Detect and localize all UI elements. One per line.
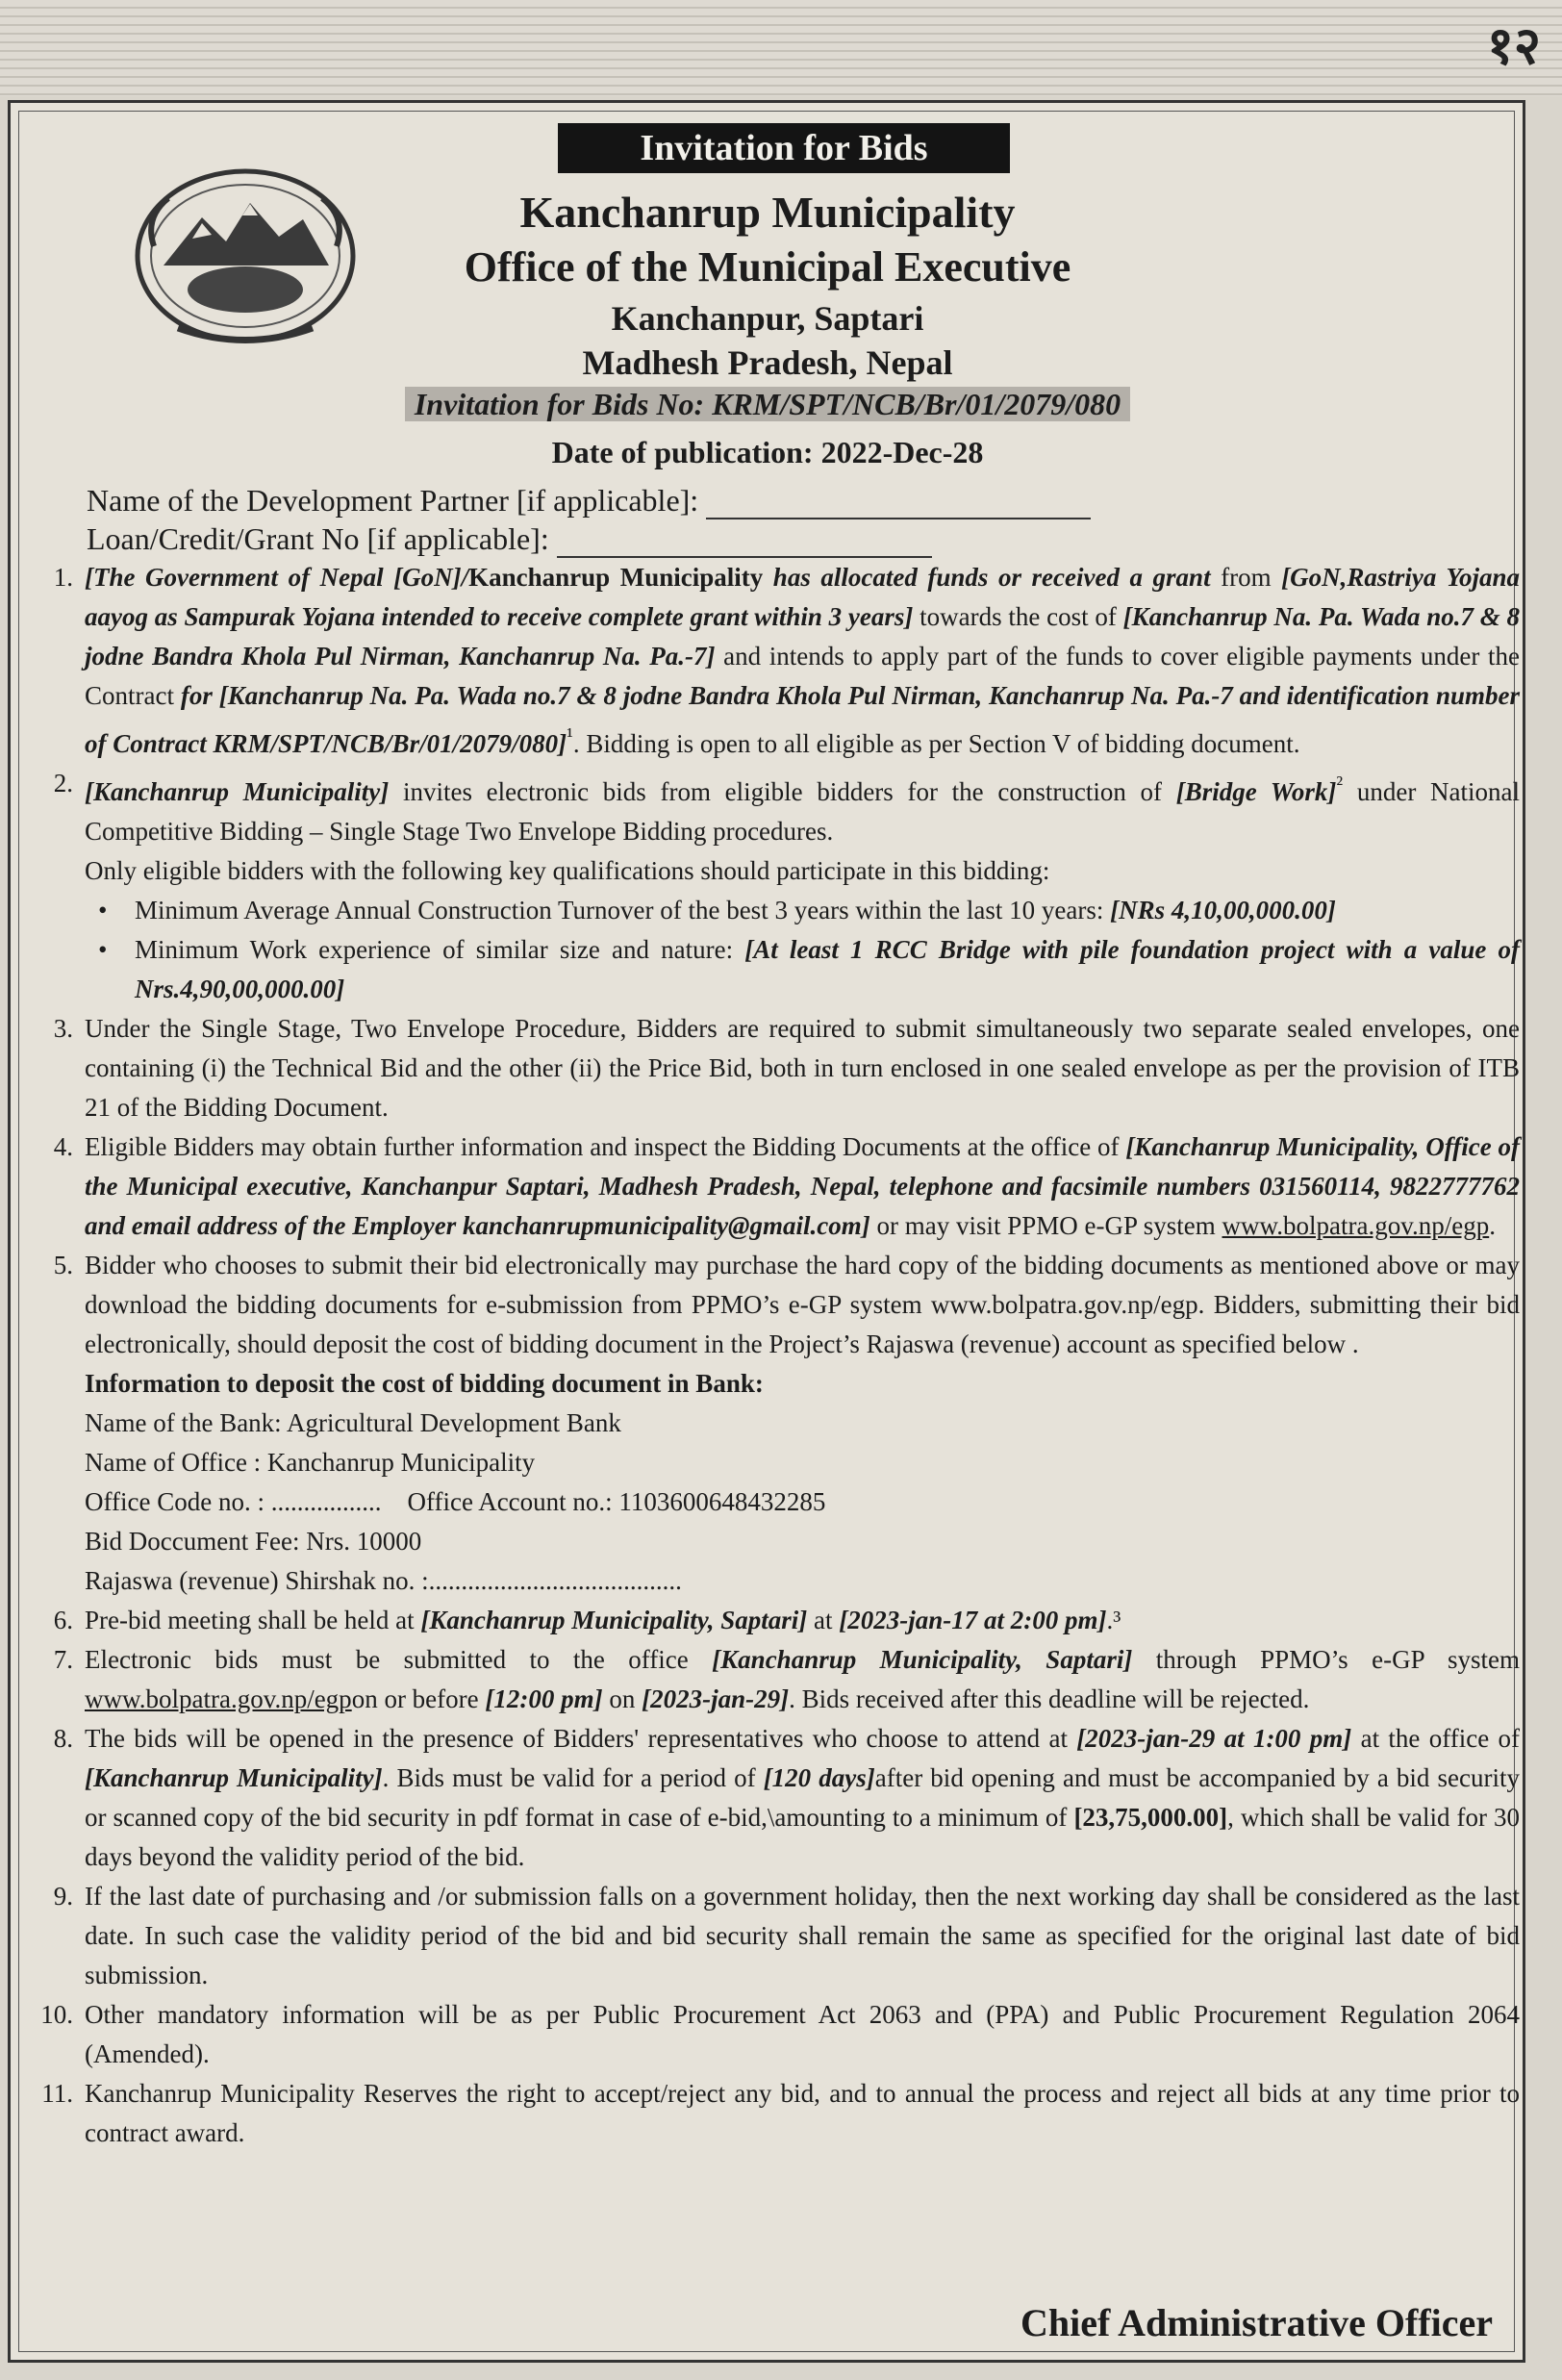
item-1: 1. [The Government of Nepal [GoN]/Kanchanrup Municipality has allocated funds or received a grant from [GoN,Rastriya Yojana aayog as Sampurak Yojana intended to receive complete grant within 3 years] towards the cost of [Kanchanrup Na. Pa. Wada no.7 & 8 jodne Bandra Khola Pul Nirman, Kanchanrup Na. Pa.-7] and intends to apply part of the funds to cover eligible payments under the Contract for [Kanchanrup Na. Pa. Wada no.7 & 8 jodne Bandra Khola Pul Nirman, Kanchanrup Na. Pa.-7 and identification number of Contract KRM/SPT/NCB/Br/01/2079/080]$^{^1}$. Bidding is open to all eligible as per Section V of bidding document. <box>53 563 1520 758</box>
bank-deposit-info <box>19 1364 1529 1601</box>
office-code-row: Office Code no. : ................. Office Account no.: 1103600648432285 <box>85 1487 826 1516</box>
loan-grant-field: Loan/Credit/Grant No [if applicable]: <box>87 519 932 558</box>
location-line-1: Kanchanpur, Saptari <box>611 299 924 338</box>
notice-items <box>19 558 1529 2153</box>
bank-info-heading: Information to deposit the cost of bidding document in Bank: <box>85 1369 764 1398</box>
organization-name: Kanchanrup Municipality <box>519 188 1016 237</box>
signatory: Chief Administrative Officer <box>1020 2301 1493 2344</box>
notice-title-banner: Invitation for Bids <box>558 123 1010 173</box>
bid-fee: Bid Doccument Fee: Nrs. 10000 <box>85 1527 422 1556</box>
egp-link[interactable]: www.bolpatra.gov.np/egp <box>1222 1211 1490 1240</box>
office-name: Office of the Municipal Executive <box>464 243 1071 291</box>
item-3: 3. Under the Single Stage, Two Envelope Procedure, Bidders are required to submit simultaneously two separate sealed envelopes, one containing (i) the Technical Bid and the other (ii) the Price Bid, both in turn enclosed in one sealed envelope as per the provision of ITB 21 of the Bidding Document. <box>53 1014 1520 1122</box>
notice-inner-frame <box>18 111 1521 2352</box>
office-name-line: Name of Office : Kanchanrup Municipality <box>85 1448 536 1477</box>
page-number: १२ <box>1486 15 1541 76</box>
item-2: 2. [Kanchanrup Municipality] invites electronic bids from eligible bidders for the construction of [Bridge Work]$^{^2}$ under National Competitive Bidding – Single Stage Two Envelope Bidding procedures. Only eligible bidders with the following key qualifications should participate in this bidding: • Minimum Average Annual Construction Turnover of the best 3 years within the last 10 years: [NRs 4,10,00,000.00] • Minimum Work experience of similar size and nature: [At least 1 RCC Bridge with pile foundation project with a value of Nrs.4,90,00,000.00] <box>19 764 1529 1009</box>
development-partner-field: Name of the Development Partner [if applicable]: <box>87 481 1091 519</box>
bid-notice <box>8 100 1525 2363</box>
item-10: 10. Other mandatory information will be as per Public Procurement Act 2063 and (PPA) and Public Procurement Regulation 2064 (Amended). <box>40 2000 1520 2068</box>
qualification-bullet-2: • Minimum Work experience of similar size and nature: [At least 1 RCC Bridge with pile foundation project with a value of Nrs.4,90,00,000.00] <box>98 935 1520 1003</box>
ifb-number: Invitation for Bids No: KRM/SPT/NCB/Br/01/2079/080 <box>19 387 1516 422</box>
rajaswa-shirshak: Rajaswa (revenue) Shirshak no. :....................................... <box>85 1566 682 1595</box>
item-11: 11. Kanchanrup Municipality Reserves the right to accept/reject any bid, and to annual the process and reject all bids at any time prior to contract award. <box>41 2079 1520 2147</box>
egp-link-2[interactable]: www.bolpatra.gov.np/egp <box>85 1684 352 1713</box>
item-9: 9. If the last date of purchasing and /or submission falls on a government holiday, then the next working day shall be considered as the last date. In such case the validity period of the bid and bid security shall remain the same as specified for the original last date of bid submission. <box>53 1882 1520 1989</box>
qualification-bullet-1: • Minimum Average Annual Construction Turnover of the best 3 years within the last 10 years: [NRs 4,10,00,000.00] <box>98 896 1336 924</box>
location-line-2: Madhesh Pradesh, Nepal <box>582 343 953 382</box>
newspaper-header-strip <box>0 0 1562 96</box>
item-8: 8. The bids will be opened in the presence of Bidders' representatives who choose to attend at [2023-jan-29 at 1:00 pm] at the office of [Kanchanrup Municipality]. Bids must be valid for a period of [120 days]after bid opening and must be accompanied by a bid security or scanned copy of the bid security in pdf format in case of e-bid,\amounting to a minimum of [23,75,000.00], which shall be valid for 30 days beyond the validity period of the bid. <box>53 1724 1520 1871</box>
item-5: 5. Bidder who chooses to submit their bid electronically may purchase the hard copy of the bidding documents as mentioned above or may download the bidding documents for e-submission from PPMO’s e-GP system www.bolpatra.gov.np/egp. Bidders, submitting their bid electronically, should deposit the cost of bidding document in the Project’s Rajaswa (revenue) account as specified below . <box>53 1251 1520 1358</box>
item-7: 7. Electronic bids must be submitted to the office [Kanchanrup Municipality, Saptari] through PPMO’s e-GP system www.bolpatra.gov.np/egpon or before [12:00 pm] on [2023-jan-29]. Bids received after this deadline will be rejected. <box>53 1645 1520 1713</box>
item-6: 6. Pre-bid meeting shall be held at [Kanchanrup Municipality, Saptari] at [2023-jan-17 at 2:00 pm].³ <box>53 1606 1121 1634</box>
qualification-intro: Only eligible bidders with the following key qualifications should participate in this bidding: <box>85 856 1050 885</box>
bank-name: Name of the Bank: Agricultural Development Bank <box>85 1408 621 1437</box>
publication-date: Date of publication: 2022-Dec-28 <box>551 435 984 469</box>
item-4: 4. Eligible Bidders may obtain further information and inspect the Bidding Documents at the office of [Kanchanrup Municipality, Office of the Municipal executive, Kanchanpur Saptari, Madhesh Pradesh, Nepal, telephone and facsimile numbers 031560114, 9822777762 and email address of the Employer kanchanrupmunicipality@gmail.com] or may visit PPMO e-GP system www.bolpatra.gov.np/egp. <box>53 1132 1520 1240</box>
